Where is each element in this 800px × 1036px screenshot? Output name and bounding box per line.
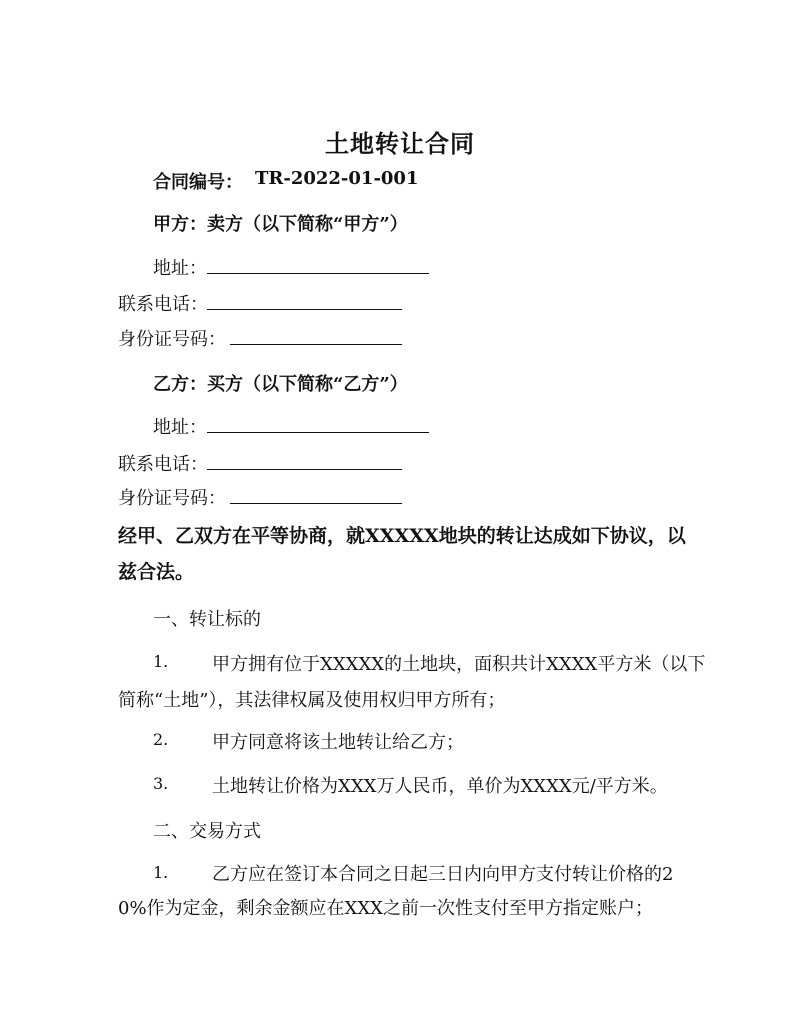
party-b-phone-blank bbox=[207, 469, 402, 470]
contract-number-label: 合同编号： bbox=[153, 172, 243, 193]
section-1-item-3-number: 3. bbox=[153, 774, 169, 793]
section-1-heading: 一、转让标的 bbox=[153, 609, 261, 630]
section-1-item-1-line-1: 甲方拥有位于XXXXX的土地块，面积共计XXXX平方米（以下 bbox=[212, 654, 706, 675]
section-2-item-1-line-1: 乙方应在签订本合同之日起三日内向甲方支付转让价格的2 bbox=[212, 864, 674, 885]
party-b-id-label: 身份证号码： bbox=[118, 488, 226, 509]
party-a-phone-blank bbox=[207, 309, 402, 310]
section-1-item-2-line-1: 甲方同意将该土地转让给乙方； bbox=[212, 732, 464, 753]
party-a-id-blank bbox=[230, 344, 402, 345]
party-a-address-blank bbox=[207, 273, 429, 274]
section-1-item-1-line-2: 简称“土地”），其法律权属及使用权归甲方所有； bbox=[118, 690, 506, 711]
document-title: 土地转让合同 bbox=[325, 129, 475, 158]
intro-line-2: 兹合法。 bbox=[118, 561, 195, 583]
party-b-heading: 乙方：买方（以下简称“乙方”） bbox=[153, 374, 408, 395]
party-a-heading: 甲方：卖方（以下简称“甲方”） bbox=[153, 214, 408, 235]
party-a-address-label: 地址： bbox=[153, 258, 207, 279]
section-1-item-3-line-1: 土地转让价格为XXX万人民币，单价为XXXX元/平方米。 bbox=[212, 776, 668, 797]
party-a-id-label: 身份证号码： bbox=[118, 329, 226, 350]
party-b-address-label: 地址： bbox=[153, 417, 207, 438]
party-a-phone-label: 联系电话： bbox=[118, 294, 208, 315]
section-1-item-1-number: 1. bbox=[153, 652, 169, 671]
section-2-item-1-number: 1. bbox=[153, 863, 169, 882]
section-1-item-2-number: 2. bbox=[153, 730, 169, 749]
contract-number-value: TR-2022-01-001 bbox=[255, 168, 419, 189]
party-b-id-blank bbox=[230, 503, 402, 504]
party-b-address-blank bbox=[207, 432, 429, 433]
section-2-heading: 二、交易方式 bbox=[153, 821, 261, 842]
intro-paragraph bbox=[118, 518, 688, 590]
intro-line-1: 经甲、乙双方在平等协商，就XXXXX地块的转让达成如下协议，以 bbox=[118, 525, 686, 547]
section-2-item-1-line-2: 0%作为定金，剩余金额应在XXX之前一次性支付至甲方指定账户； bbox=[118, 898, 653, 919]
party-b-phone-label: 联系电话： bbox=[118, 454, 208, 475]
